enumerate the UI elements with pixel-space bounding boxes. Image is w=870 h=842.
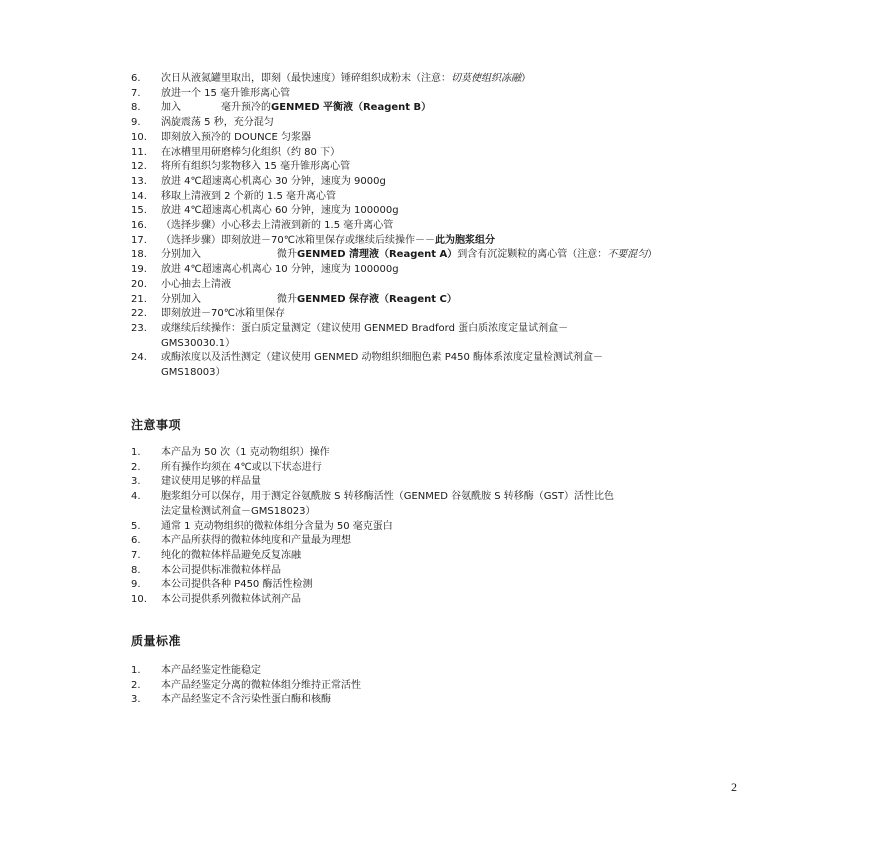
note-number: 5. [131, 520, 141, 532]
step-number: 11. [131, 146, 147, 158]
step-warning: 不要混匀 [607, 249, 648, 261]
procedure-step-14 [131, 190, 657, 205]
note-item-7 [131, 549, 614, 564]
step-warning: 切莫使组织冻融 [451, 73, 521, 84]
step-text-unit: 微升 [277, 293, 297, 305]
step-text-unit: 微升 [277, 249, 297, 261]
step-number: 10. [131, 131, 147, 143]
note-text: 建议使用足够的样品量 [161, 476, 261, 488]
note-text: 本公司提供各种 P450 酶活性检测 [161, 579, 313, 591]
quality-item-3 [131, 693, 361, 708]
procedure-step-15 [131, 204, 657, 219]
note-item-9 [131, 578, 614, 593]
procedure-steps-list [131, 72, 657, 381]
procedure-step-18 [131, 248, 657, 263]
note-number: 9. [131, 579, 141, 591]
step-text: （选择步骤）即刻放进－70℃冰箱里保存或继续后续操作－－ [161, 234, 435, 246]
note-text: 所有操作均须在 4℃或以下状态进行 [161, 461, 322, 473]
procedure-step-16 [131, 219, 657, 234]
step-text-end: ） [647, 249, 658, 261]
step-number: 6. [131, 73, 141, 84]
step-text-cont: 到含有沉淀颗粒的离心管（注意： [457, 249, 608, 261]
procedure-step-24 [131, 351, 657, 380]
step-text-continuation: GMS30030.1） [161, 337, 236, 349]
step-number: 24. [131, 352, 147, 364]
note-number: 10. [131, 594, 147, 606]
procedure-step-10 [131, 131, 657, 146]
step-text: 将所有组织匀浆物移入 15 毫升锥形离心管 [161, 161, 351, 173]
step-text: （选择步骤）小心移去上清液到新的 1.5 毫升离心管 [161, 220, 394, 232]
step-text: 次日从液氮罐里取出，即刻（最快速度）锤碎组织成粉末（注意： [161, 73, 451, 84]
note-text: 胞浆组分可以保存，用于测定谷氨酰胺 S 转移酶活性（GENMED 谷氨酰胺 S 转移酶（GST）活性比色 [161, 491, 614, 503]
step-text: 或继续后续操作：蛋白质定量测定（建议使用 GENMED Bradford 蛋白质浓度定量试剂盒－ [161, 322, 569, 334]
procedure-step-9 [131, 116, 657, 131]
step-number: 21. [131, 293, 147, 305]
note-item-10 [131, 593, 614, 608]
step-text: 即刻放进－70℃冰箱里保存 [161, 308, 285, 320]
procedure-step-22 [131, 307, 657, 322]
procedure-step-12 [131, 160, 657, 175]
step-text: 涡旋震荡 5 秒，充分混匀 [161, 117, 274, 129]
note-number: 3. [131, 476, 141, 488]
quality-item-1 [131, 664, 361, 679]
step-number: 7. [131, 87, 141, 99]
note-item-4 [131, 490, 614, 519]
procedure-step-17 [131, 234, 657, 249]
step-text-end: ） [521, 73, 531, 84]
quality-number: 2. [131, 679, 141, 691]
procedure-step-11 [131, 146, 657, 161]
note-item-2 [131, 461, 614, 476]
page-number: 2 [731, 780, 737, 794]
step-text: 移取上清液到 2 个新的 1.5 毫升离心管 [161, 190, 336, 202]
note-text: 本公司提供系列微粒体试剂产品 [161, 594, 301, 606]
step-text: 放进 4℃超速离心机离心 30 分钟，速度为 9000g [161, 175, 386, 187]
reagent-b-name: GENMED 平衡液（Reagent B） [271, 102, 432, 114]
note-number: 6. [131, 535, 141, 547]
cytosol-fraction-note: 此为胞浆组分 [434, 234, 495, 246]
note-text: 本产品为 50 次（1 克动物组织）操作 [161, 447, 330, 458]
step-number: 16. [131, 220, 147, 232]
step-number: 18. [131, 249, 147, 261]
step-text: 小心抽去上清液 [161, 278, 231, 290]
step-text: 在冰槽里用研磨棒匀化组织（约 80 下） [161, 146, 341, 158]
note-text: 本产品所获得的微粒体纯度和产量最为理想 [161, 535, 351, 547]
step-number: 22. [131, 308, 147, 320]
step-text: 或酶浓度以及活性测定（建议使用 GENMED 动物组织细胞色素 P450 酶体系浓度定量检测试剂盒－ [161, 352, 604, 364]
procedure-step-20 [131, 278, 657, 293]
step-text: 放进 4℃超速离心机离心 10 分钟，速度为 100000g [161, 264, 399, 276]
quality-item-2 [131, 679, 361, 694]
note-text: 纯化的微粒体样品避免反复冻融 [161, 549, 301, 561]
step-number: 8. [131, 102, 141, 114]
quality-number: 1. [131, 665, 141, 676]
step-text: 放进一个 15 毫升锥形离心管 [161, 87, 291, 99]
note-item-6 [131, 534, 614, 549]
note-number: 1. [131, 447, 141, 458]
step-number: 14. [131, 190, 147, 202]
step-number: 9. [131, 117, 141, 129]
note-number: 4. [131, 491, 141, 503]
note-text-continuation: 法定量检测试剂盒－GMS18023） [161, 505, 316, 517]
procedure-step-7 [131, 87, 657, 102]
note-item-8 [131, 564, 614, 579]
note-item-3 [131, 475, 614, 490]
step-number: 19. [131, 264, 147, 276]
quality-text: 本产品经鉴定分离的微粒体组分维持正常活性 [161, 679, 361, 691]
step-number: 20. [131, 278, 147, 290]
step-number: 13. [131, 175, 147, 187]
procedure-step-21 [131, 293, 657, 308]
procedure-step-6 [131, 72, 657, 87]
reagent-a-name: GENMED 清理液（Reagent A） [297, 249, 458, 261]
quality-list [131, 664, 361, 708]
quality-number: 3. [131, 694, 141, 706]
note-item-5 [131, 520, 614, 535]
step-text: 分别加入 [161, 293, 201, 305]
step-number: 15. [131, 205, 147, 217]
note-number: 8. [131, 564, 141, 576]
procedure-step-13 [131, 175, 657, 190]
procedure-step-19 [131, 263, 657, 278]
quality-text: 本产品经鉴定性能稳定 [161, 665, 261, 676]
step-number: 23. [131, 322, 147, 334]
quality-text: 本产品经鉴定不含污染性蛋白酶和核酶 [161, 694, 331, 706]
step-text-continuation: GMS18003） [161, 367, 226, 379]
procedure-step-8 [131, 101, 657, 116]
procedure-step-23 [131, 322, 657, 351]
step-number: 17. [131, 234, 147, 246]
note-item-1 [131, 446, 614, 461]
step-text: 放进 4℃超速离心机离心 60 分钟，速度为 100000g [161, 205, 399, 217]
note-text: 通常 1 克动物组织的微粒体组分含量为 50 毫克蛋白 [161, 520, 393, 532]
notes-heading: 注意事项 [131, 418, 182, 432]
reagent-c-name: GENMED 保存液（Reagent C） [297, 293, 457, 305]
note-number: 2. [131, 461, 141, 473]
note-text: 本公司提供标准微粒体样品 [161, 564, 281, 576]
note-number: 7. [131, 549, 141, 561]
step-text: 分别加入 [161, 249, 201, 261]
step-text-unit: 毫升预冷的 [221, 102, 271, 114]
step-text: 加入 [161, 102, 181, 114]
notes-list [131, 446, 614, 608]
step-number: 12. [131, 161, 147, 173]
quality-heading: 质量标准 [131, 634, 182, 648]
step-text: 即刻放入预冷的 DOUNCE 匀浆器 [161, 131, 312, 143]
